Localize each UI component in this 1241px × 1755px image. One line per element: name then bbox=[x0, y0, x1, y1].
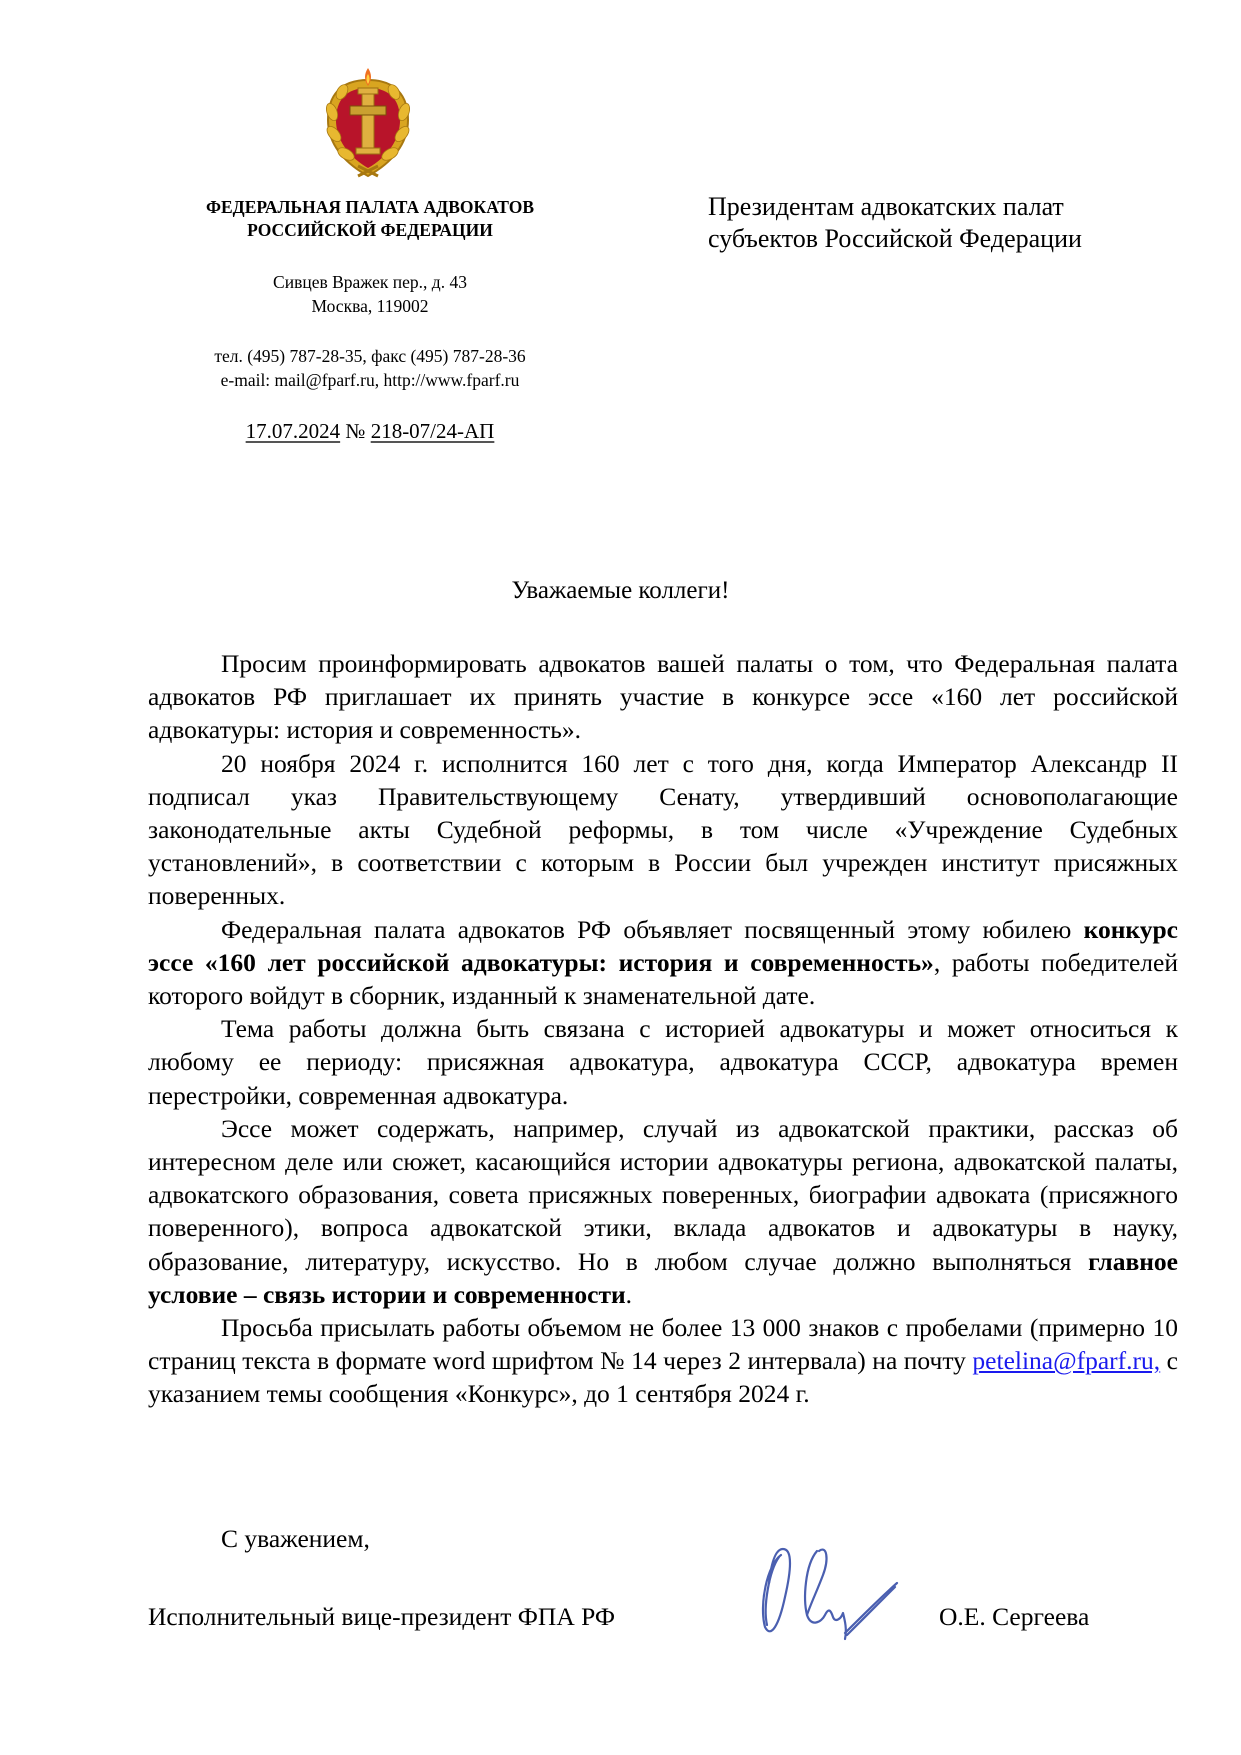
closing: С уважением, bbox=[221, 1524, 370, 1553]
greeting: Уважаемые коллеги! bbox=[511, 577, 730, 604]
contest-title: конкурс эссе «160 лет российской адвокатуры: история и современность» bbox=[148, 914, 1178, 977]
submission-email-link[interactable]: petelina@fparf.ru, bbox=[972, 1346, 1161, 1376]
bar-association-emblem-icon bbox=[320, 62, 416, 184]
phone-fax: тел. (495) 787-28-35, факс (495) 787-28-36 bbox=[214, 346, 526, 366]
paragraph-announcement-start: Федеральная палата адвокатов РФ объявляет посвященный этому юбилею bbox=[221, 914, 1084, 944]
document-date: 17.07.2024 bbox=[245, 419, 341, 443]
paragraph-announcement-end: , работы победителей которого войдут в сборник, изданный к знаменательной дате. bbox=[148, 947, 1178, 1011]
paragraph-submission bbox=[148, 1311, 1178, 1411]
organization-name-line1: ФЕДЕРАЛЬНАЯ ПАЛАТА АДВОКАТОВ bbox=[205, 197, 535, 217]
paragraph-topic: Тема работы должна быть связана с историей адвокатуры и может относиться к любому ее периоду: присяжная адвокатура, адвокатура СССР, адвокатура времен перестройки, современная адвокатура. bbox=[148, 1014, 1178, 1110]
document-number: 218-07/24-АП bbox=[370, 419, 495, 443]
letter-body bbox=[148, 647, 1178, 1411]
paragraph-history: 20 ноября 2024 г. исполнится 160 лет с того дня, когда Император Александр II подписал указ Правительствующему Сенату, утвердивший основополагающие законодательные акты Судебной реформы, в том числе «Учреждение Судебных установлений», в соответствии с которым в России был учрежден институт присяжных поверенных. bbox=[148, 748, 1178, 911]
paragraph-content-end: . bbox=[625, 1279, 633, 1309]
recipient-line1: Президентам адвокатских палат bbox=[708, 192, 1064, 221]
email-website: e-mail: mail@fparf.ru, http://www.fparf.ru bbox=[220, 370, 520, 390]
address-city: Москва, 119002 bbox=[311, 296, 429, 316]
main-condition: главное условие – связь истории и современности bbox=[148, 1246, 1178, 1309]
organization-address bbox=[150, 270, 590, 318]
paragraph-invitation: Просим проинформировать адвокатов вашей палаты о том, что Федеральная палата адвокатов РФ приглашает их принять участие в конкурсе эссе «160 лет российской адвокатуры: история и современность». bbox=[148, 649, 1178, 745]
address-street: Сивцев Вражек пер., д. 43 bbox=[273, 272, 467, 292]
organization-name-line2: РОССИЙСКОЙ ФЕДЕРАЦИИ bbox=[247, 220, 493, 240]
handwritten-signature-icon bbox=[745, 1535, 910, 1650]
paragraph-content bbox=[148, 1112, 1178, 1311]
paragraph-content-start: Эссе может содержать, например, случай из адвокатской практики, рассказ об интересном деле или сюжет, касающийся истории адвокатуры региона, адвокатской палаты, адвокатского образования, совета присяжных поверенных, биографии адвоката (присяжного поверенного), вопроса адвокатской этики, вклада адвокатов и адвокатуры в науку, образование, литературу, искусство. Но в любом случае должно выполняться bbox=[148, 1113, 1178, 1276]
recipient-line2: субъектов Российской Федерации bbox=[708, 224, 1082, 253]
organization-name bbox=[150, 196, 590, 242]
paragraph-submission-end: с указанием темы сообщения «Конкурс», до 1 сентября 2024 г. bbox=[148, 1346, 1178, 1409]
paragraph-announcement bbox=[148, 913, 1178, 1013]
document-reference bbox=[150, 418, 590, 444]
paragraph-submission-start: Просьба присылать работы объемом не более 13 000 знаков с пробелами (примерно 10 страниц текста в формате word шрифтом № 14 через 2 интервала) на почту bbox=[148, 1313, 1178, 1376]
letterhead bbox=[150, 196, 590, 444]
recipient-block bbox=[708, 191, 1188, 255]
number-sign: № bbox=[345, 419, 366, 443]
signer-title: Исполнительный вице-президент ФПА РФ bbox=[148, 1602, 616, 1631]
signer-name: О.Е. Сергеева bbox=[939, 1602, 1090, 1631]
organization-contacts bbox=[150, 344, 590, 392]
